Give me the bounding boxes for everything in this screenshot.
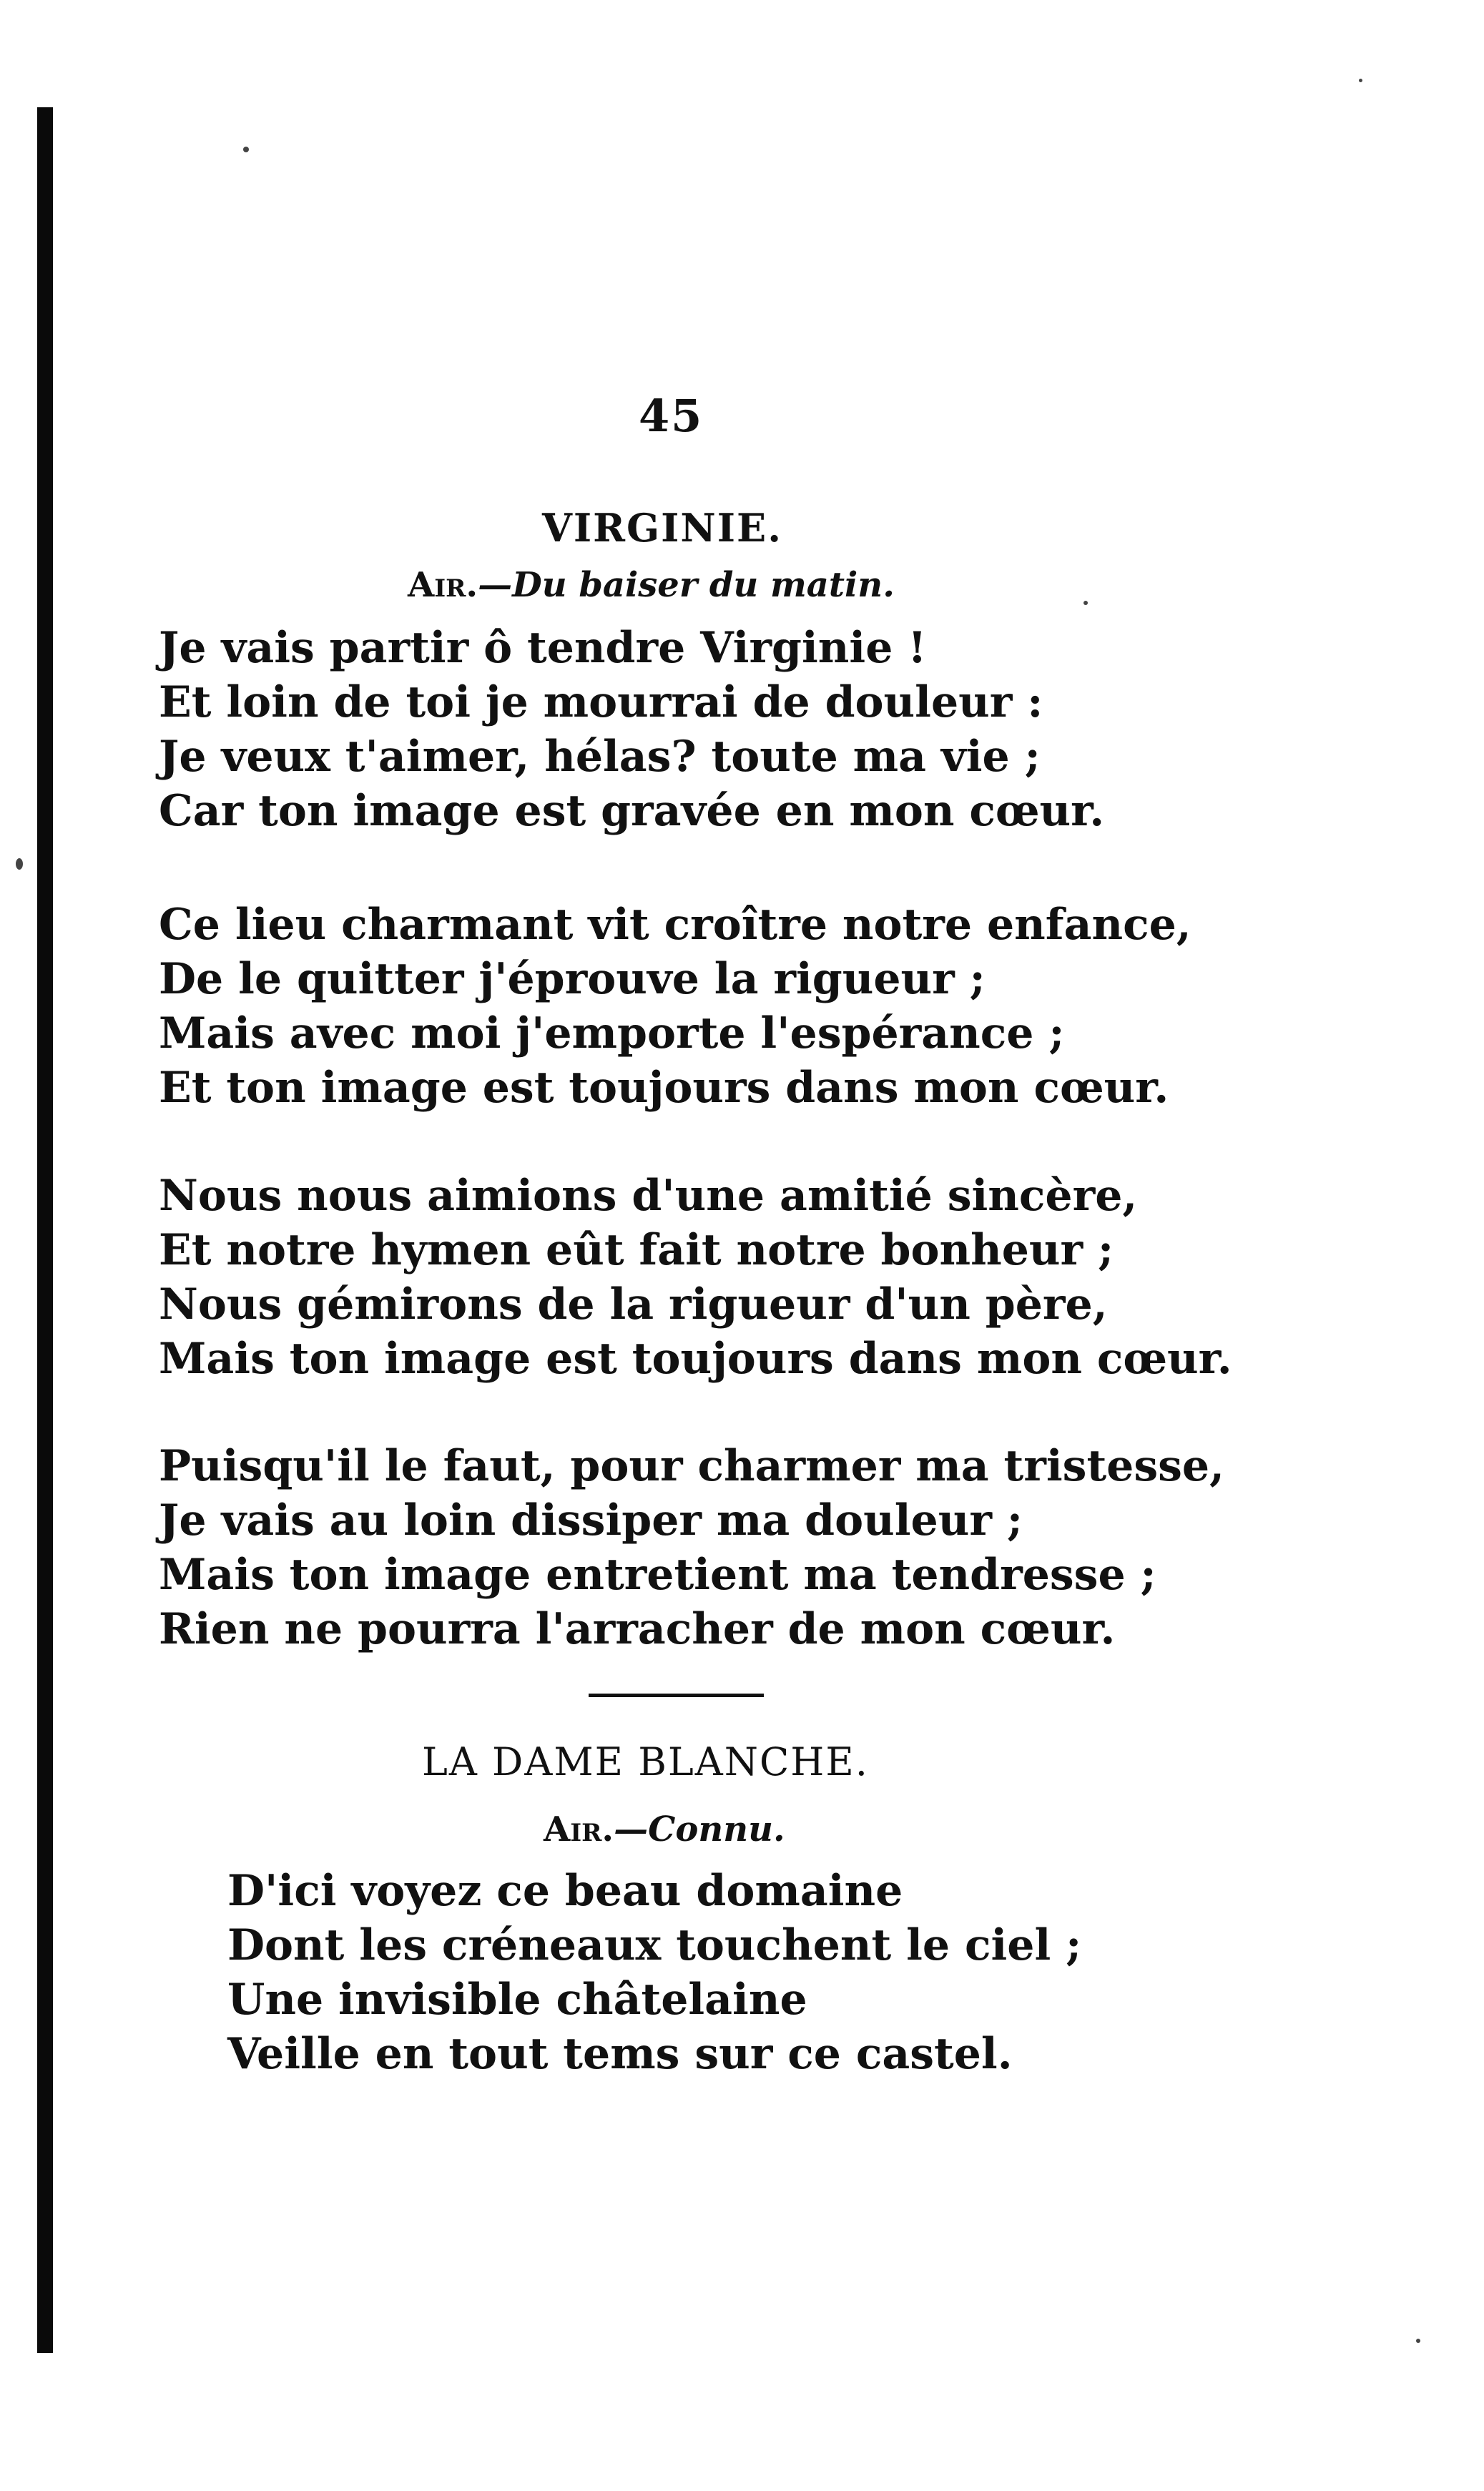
verse-line: Rien ne pourra l'arracher de mon cœur. bbox=[159, 1604, 1116, 1654]
scan-speck bbox=[1416, 2339, 1420, 2343]
stanza-4 bbox=[159, 1439, 1224, 1656]
verse-line: Je vais au loin dissiper ma douleur ; bbox=[159, 1495, 1023, 1546]
stanza-3 bbox=[159, 1169, 1232, 1386]
song-title-virginie: VIRGINIE. bbox=[542, 505, 782, 551]
song-air-virginie bbox=[408, 565, 895, 605]
verse-line: Puisqu'il le faut, pour charmer ma tristesse, bbox=[159, 1441, 1224, 1491]
stanza-5 bbox=[227, 1864, 1081, 2081]
scan-speck bbox=[16, 858, 23, 870]
stanza-2 bbox=[159, 898, 1191, 1115]
song-air-la-dame-blanche bbox=[544, 1809, 785, 1849]
air-label: Air. bbox=[408, 565, 478, 605]
verse-line: Et loin de toi je mourrai de douleur : bbox=[159, 677, 1043, 727]
verse-line: Veille en tout tems sur ce castel. bbox=[227, 2029, 1013, 2079]
page-number: 45 bbox=[639, 390, 704, 442]
verse-line: Une invisible châtelaine bbox=[227, 1975, 807, 2025]
verse-line: De le quitter j'éprouve la rigueur ; bbox=[159, 954, 986, 1004]
scan-speck bbox=[243, 147, 249, 152]
verse-line: Je vais partir ô tendre Virginie ! bbox=[159, 623, 927, 673]
verse-line: Mais avec moi j'emporte l'espérance ; bbox=[159, 1008, 1065, 1058]
verse-line: Dont les créneaux touchent le ciel ; bbox=[227, 1920, 1082, 1970]
scan-speck bbox=[1083, 601, 1088, 605]
air-label: Air. bbox=[544, 1809, 614, 1849]
verse-line: D'ici voyez ce beau domaine bbox=[227, 1866, 903, 1916]
scan-speck bbox=[1359, 79, 1362, 82]
verse-line: Et notre hymen eût fait notre bonheur ; bbox=[159, 1225, 1114, 1275]
verse-line: Ce lieu charmant vit croître notre enfance, bbox=[159, 900, 1191, 950]
air-name: —Connu. bbox=[614, 1809, 785, 1849]
verse-line: Je veux t'aimer, hélas? toute ma vie ; bbox=[159, 732, 1041, 782]
verse-line: Nous gémirons de la rigueur d'un père, bbox=[159, 1279, 1108, 1330]
air-name: —Du baiser du matin. bbox=[478, 565, 895, 605]
verse-line: Et ton image est toujours dans mon cœur. bbox=[159, 1063, 1169, 1113]
binding-edge bbox=[37, 107, 53, 2353]
separator-rule bbox=[589, 1694, 764, 1697]
verse-line: Nous nous aimions d'une amitié sincère, bbox=[159, 1171, 1138, 1221]
song-title-la-dame-blanche: LA DAME BLANCHE. bbox=[422, 1739, 869, 1784]
verse-line: Mais ton image entretient ma tendresse ; bbox=[159, 1550, 1156, 1600]
verse-line: Car ton image est gravée en mon cœur. bbox=[159, 786, 1105, 836]
stanza-1 bbox=[159, 621, 1104, 838]
verse-line: Mais ton image est toujours dans mon cœur. bbox=[159, 1334, 1232, 1384]
